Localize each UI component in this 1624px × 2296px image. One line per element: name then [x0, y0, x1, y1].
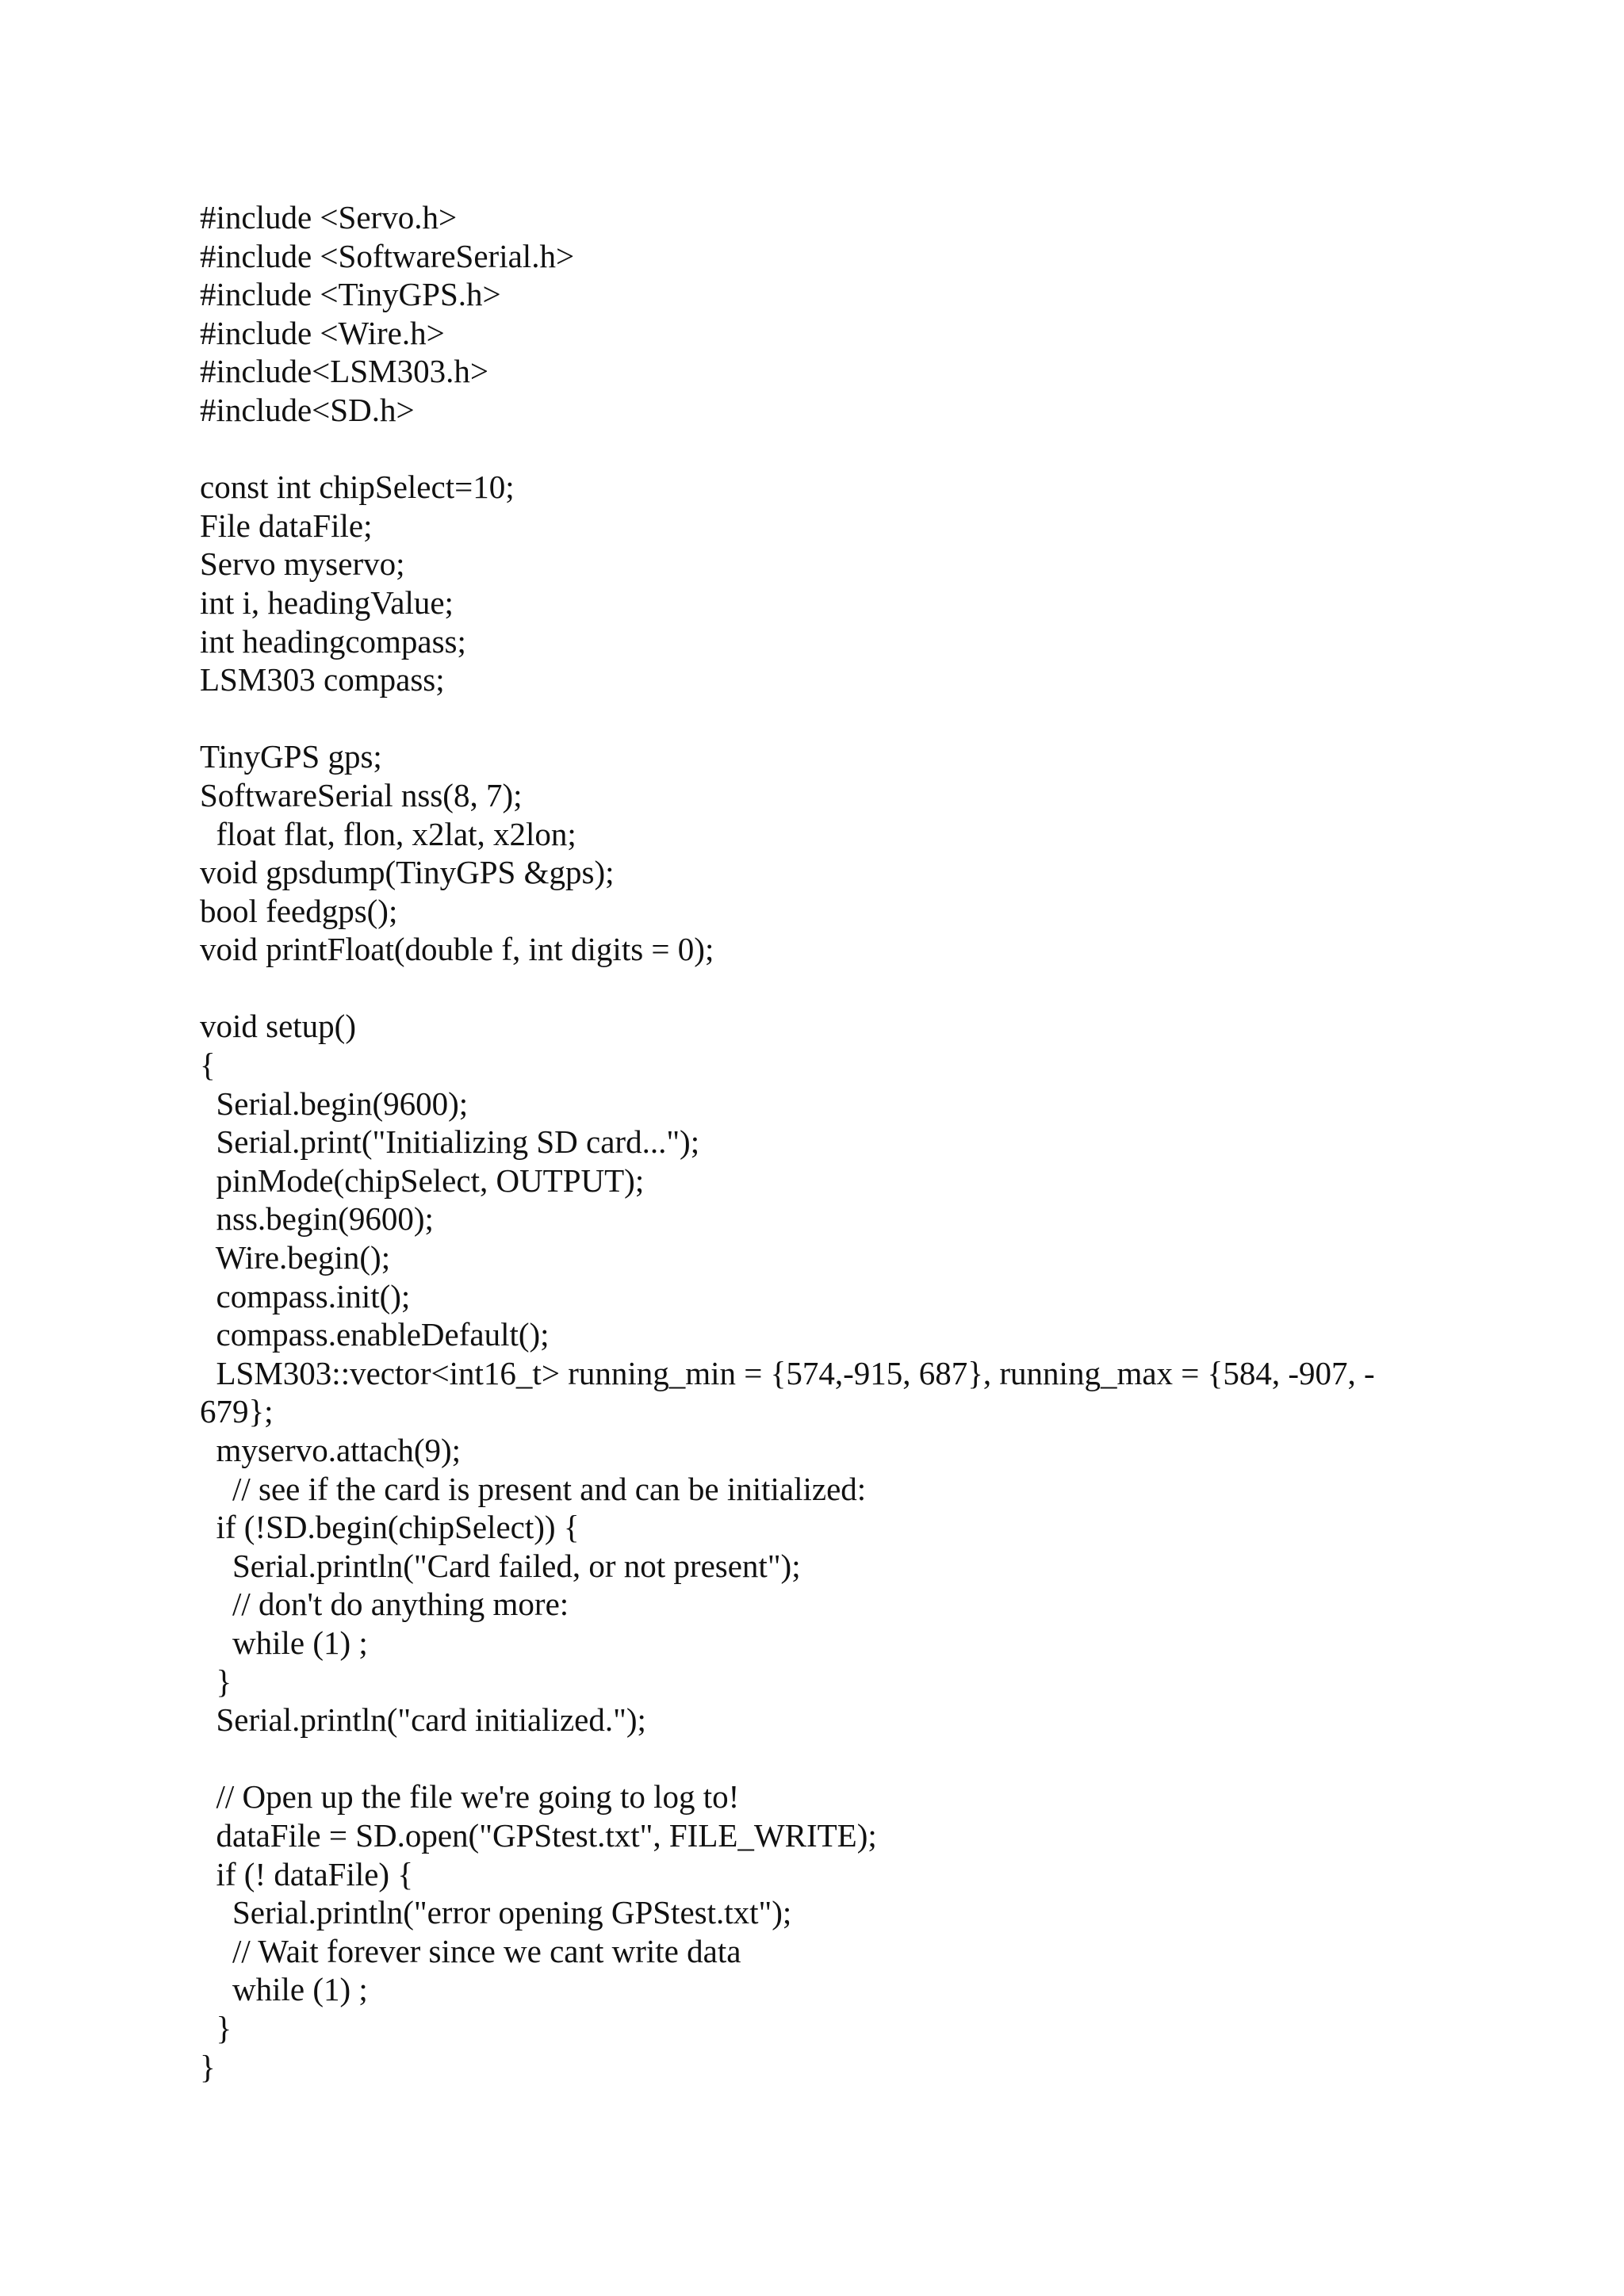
blank-line	[200, 969, 1469, 1008]
code-line: const int chipSelect=10;	[200, 469, 515, 506]
code-line: if (! dataFile) {	[200, 1855, 414, 1892]
blank-line	[200, 1739, 1469, 1778]
code-line: SoftwareSerial nss(8, 7);	[200, 776, 523, 813]
code-line: }	[200, 2048, 216, 2085]
code-line: int headingcompass;	[200, 622, 466, 660]
code-line: #include <Wire.h>	[200, 314, 445, 351]
code-line: Servo myservo;	[200, 545, 405, 583]
code-line: dataFile = SD.open("GPStest.txt", FILE_WRITE);	[200, 1816, 877, 1854]
blank-line	[200, 699, 1469, 738]
code-line: int i, headingValue;	[200, 584, 454, 621]
code-line: File dataFile;	[200, 507, 373, 544]
code-line: while (1) ;	[200, 1624, 368, 1661]
code-line: Serial.begin(9600);	[200, 1085, 469, 1122]
code-line: void printFloat(double f, int digits = 0);	[200, 931, 714, 968]
code-line: #include <Servo.h>	[200, 199, 458, 235]
code-line: // don't do anything more:	[200, 1586, 569, 1623]
code-line: // Wait forever since we cant write data	[200, 1932, 741, 1969]
code-line: bool feedgps();	[200, 892, 398, 929]
code-line: pinMode(chipSelect, OUTPUT);	[200, 1161, 645, 1199]
code-line: void gpsdump(TinyGPS &gps);	[200, 854, 615, 891]
code-line: #include <SoftwareSerial.h>	[200, 237, 575, 274]
code-line: if (!SD.begin(chipSelect)) {	[200, 1509, 580, 1546]
code-line: }	[200, 1663, 232, 1700]
code-line: #include<SD.h>	[200, 391, 415, 428]
code-line: Wire.begin();	[200, 1239, 391, 1276]
code-line: #include <TinyGPS.h>	[200, 276, 501, 313]
code-line: {	[200, 1047, 216, 1084]
code-line: void setup()	[200, 1008, 356, 1045]
code-line: compass.init();	[200, 1277, 411, 1314]
code-line: // Open up the file we're going to log to!	[200, 1778, 740, 1816]
code-line: LSM303::vector<int16_t> running_min = {574,-915, 687}, running_max = {584, -907, -	[200, 1354, 1375, 1391]
code-line: nss.begin(9600);	[200, 1200, 434, 1238]
code-line: Serial.print("Initializing SD card...");	[200, 1123, 700, 1161]
code-line: 679};	[200, 1393, 274, 1430]
code-line: Serial.println("error opening GPStest.txt");	[200, 1894, 792, 1931]
code-line: }	[200, 2009, 232, 2046]
code-listing	[200, 198, 1469, 2086]
code-line: Serial.println("Card failed, or not present");	[200, 1547, 801, 1584]
code-line: myservo.attach(9);	[200, 1432, 462, 1468]
code-line: Serial.println("card initialized.");	[200, 1701, 646, 1739]
code-line: // see if the card is present and can be initialized:	[200, 1470, 867, 1507]
code-line: compass.enableDefault();	[200, 1316, 550, 1353]
code-line: while (1) ;	[200, 1971, 368, 2008]
blank-line	[200, 430, 1469, 469]
code-line: #include<LSM303.h>	[200, 353, 488, 390]
code-line: float flat, flon, x2lat, x2lon;	[200, 815, 576, 852]
code-line: LSM303 compass;	[200, 661, 445, 698]
code-line: TinyGPS gps;	[200, 738, 382, 775]
